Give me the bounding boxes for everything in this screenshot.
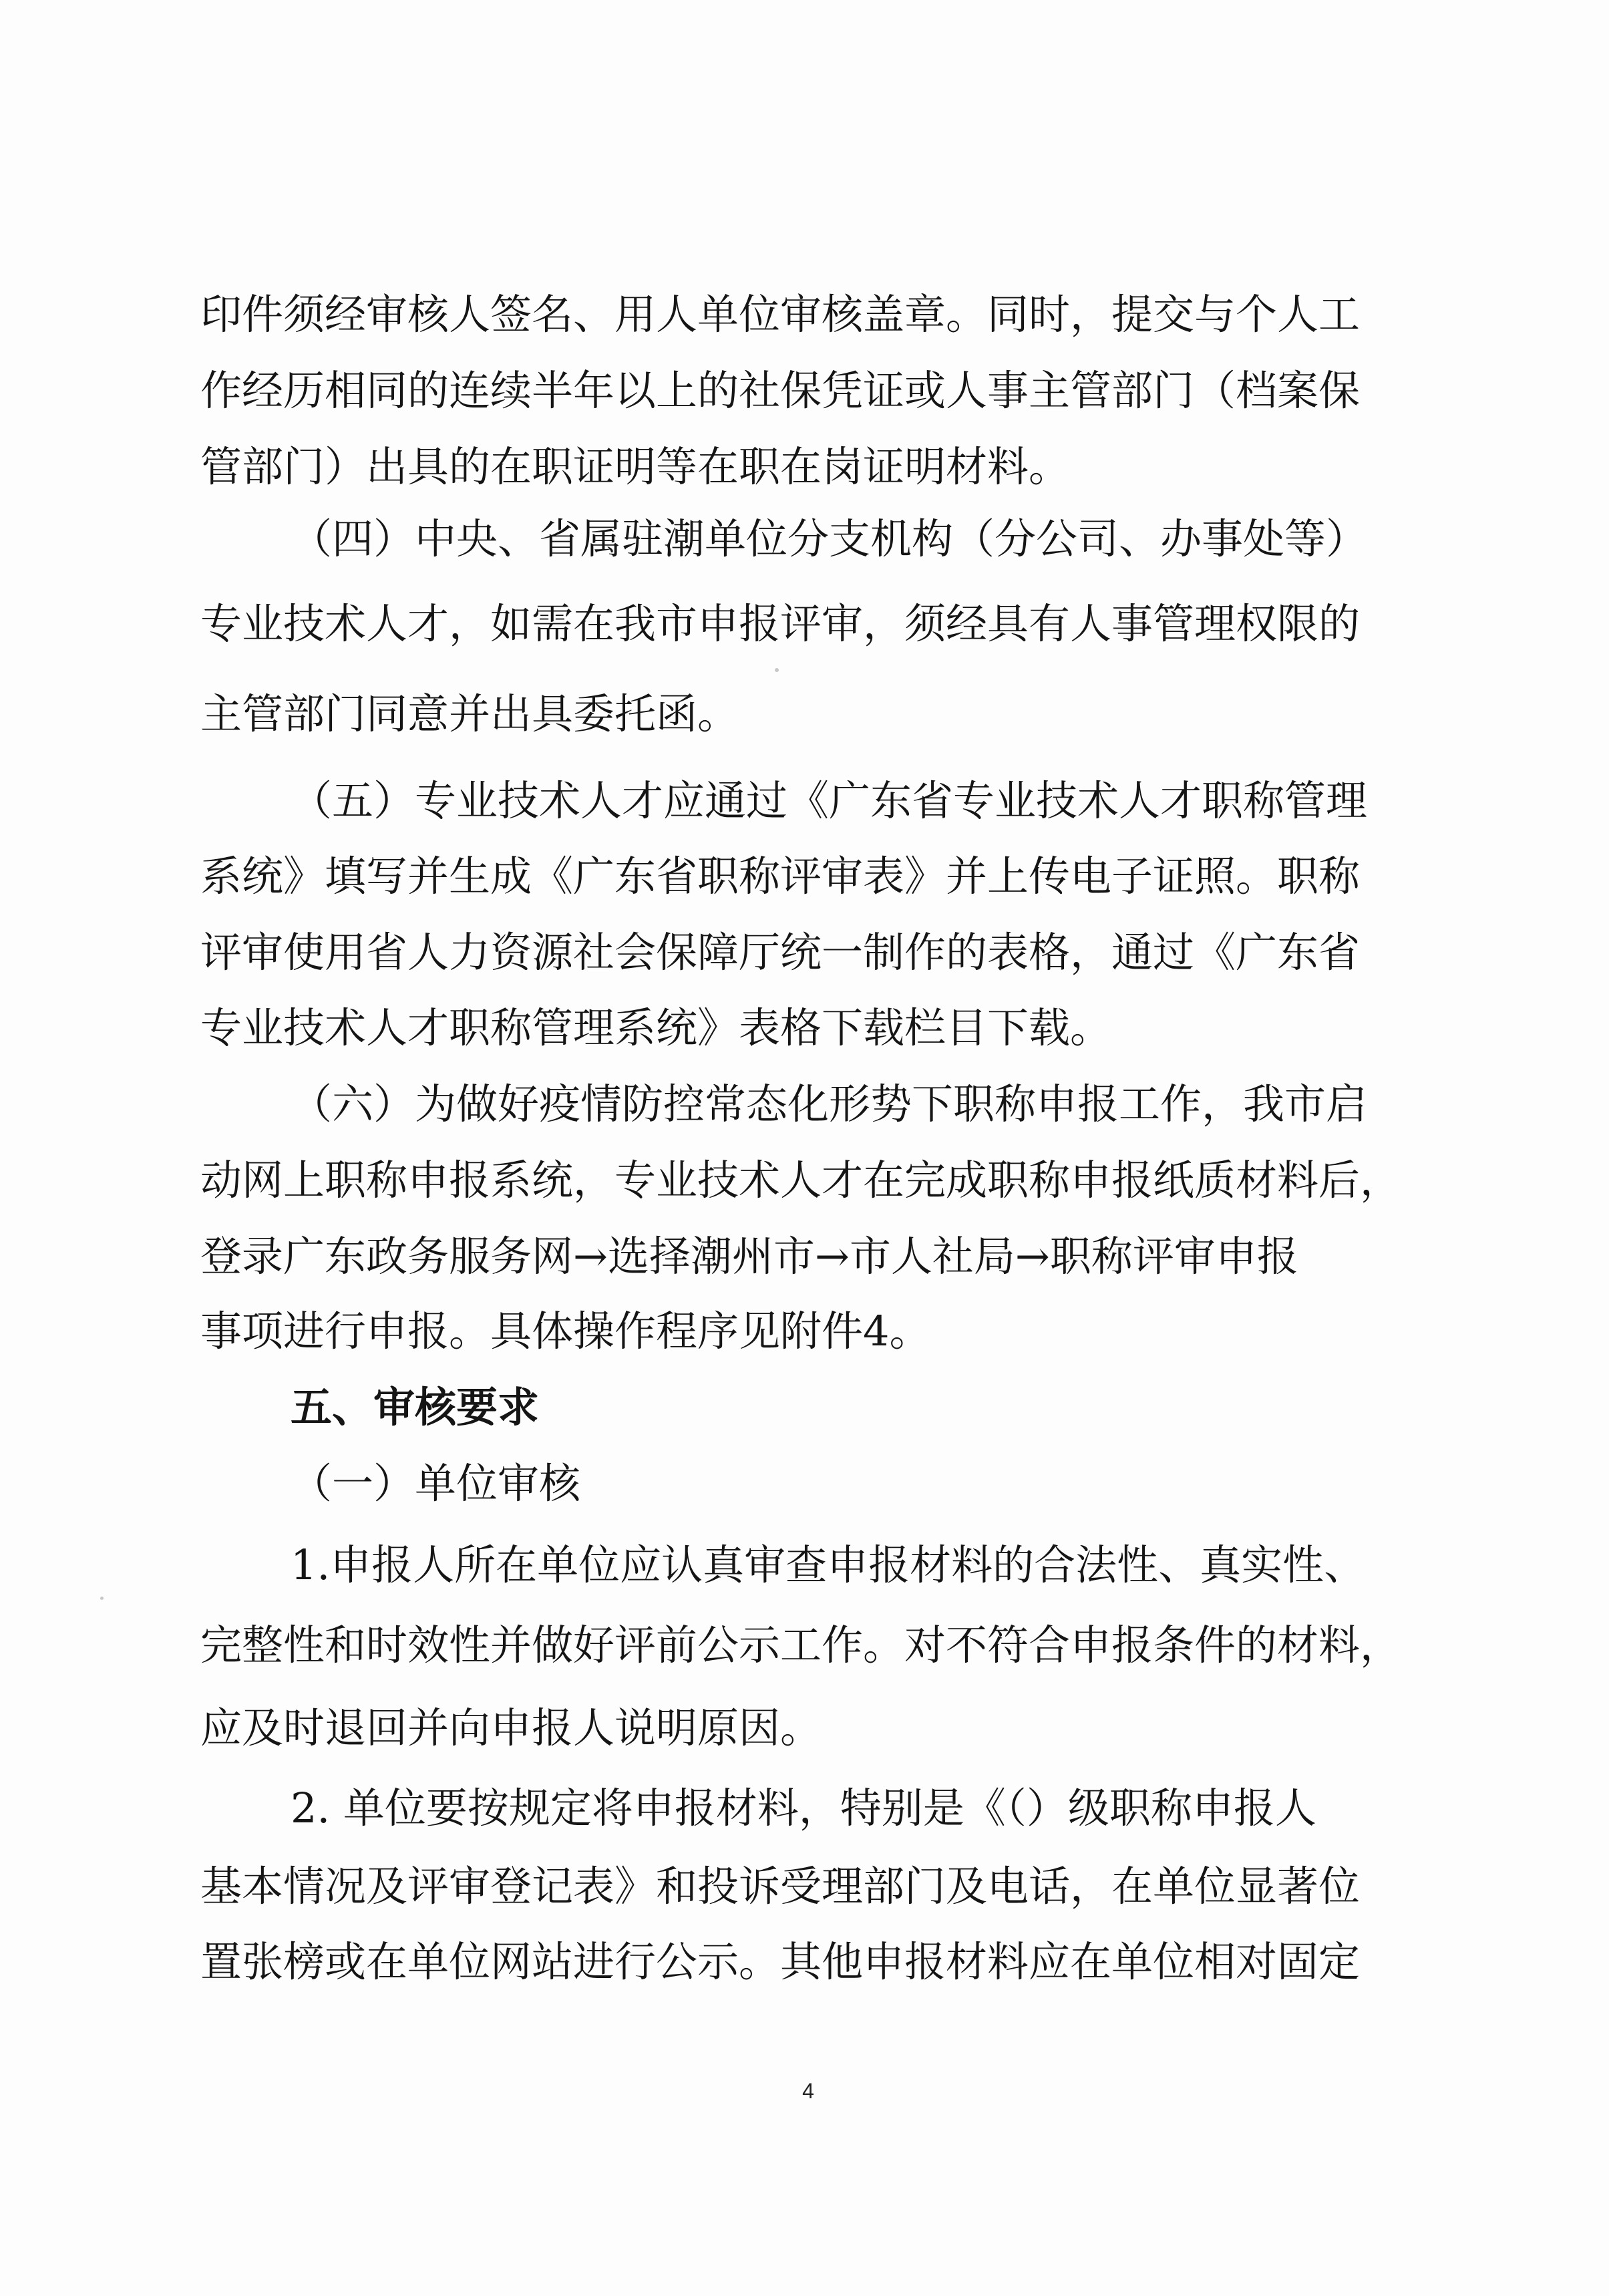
paragraph-line: 事项进行申报。具体操作程序见附件4。 [200,1307,931,1355]
paragraph-line: 评审使用省人力资源社会保障厅统一制作的表格，通过《广东省 [200,928,1361,977]
paragraph-line: 1.申报人所在单位应认真审查申报材料的合法性、真实性、 [291,1540,1366,1589]
subsection-heading: （一）单位审核 [291,1459,581,1508]
paragraph-line: （六）为做好疫情防控常态化形势下职称申报工作，我市启 [291,1080,1368,1128]
paragraph-line: 基本情况及评审登记表》和投诉受理部门及电话，在单位显著位 [200,1862,1361,1911]
paragraph-line: 作经历相同的连续半年以上的社保凭证或人事主管部门（档案保 [200,366,1361,415]
scan-speck [100,1597,104,1600]
paragraph-line: 管部门）出具的在职证明等在职在岗证明材料。 [200,442,1071,491]
scan-speck [775,668,779,672]
paragraph-line: （五）专业技术人才应通过《广东省专业技术人才职称管理 [291,776,1368,825]
paragraph-line: 置张榜或在单位网站进行公示。其他申报材料应在单位相对固定 [200,1937,1361,1986]
paragraph-line: 动网上职称申报系统，专业技术人才在完成职称申报纸质材料后， [200,1156,1402,1204]
paragraph-line: 系统》填写并生成《广东省职称评审表》并上传电子证照。职称 [200,852,1361,900]
paragraph-line: 主管部门同意并出具委托函。 [200,689,739,738]
paragraph-line: 专业技术人才职称管理系统》表格下载栏目下载。 [200,1003,1112,1052]
paragraph-line: 应及时退回并向申报人说明原因。 [200,1703,822,1752]
section-heading: 五、审核要求 [291,1383,540,1432]
paragraph-line: 登录广东政务服务网→选择潮州市→市人社局→职称评审申报 [200,1232,1298,1281]
paragraph-line: 印件须经审核人签名、用人单位审核盖章。同时，提交与个人工 [200,290,1361,339]
paragraph-line: 完整性和时效性并做好评前公示工作。对不符合申报条件的材料， [200,1621,1402,1669]
paragraph-line: 专业技术人才，如需在我市申报评审，须经具有人事管理权限的 [200,599,1361,648]
paragraph-line: （四）中央、省属驻潮单位分支机构（分公司、办事处等） [291,514,1368,563]
page-number: 4 [802,2079,814,2103]
paragraph-line: 2. 单位要按规定将申报材料，特别是《（）级职称申报人 [291,1784,1316,1832]
